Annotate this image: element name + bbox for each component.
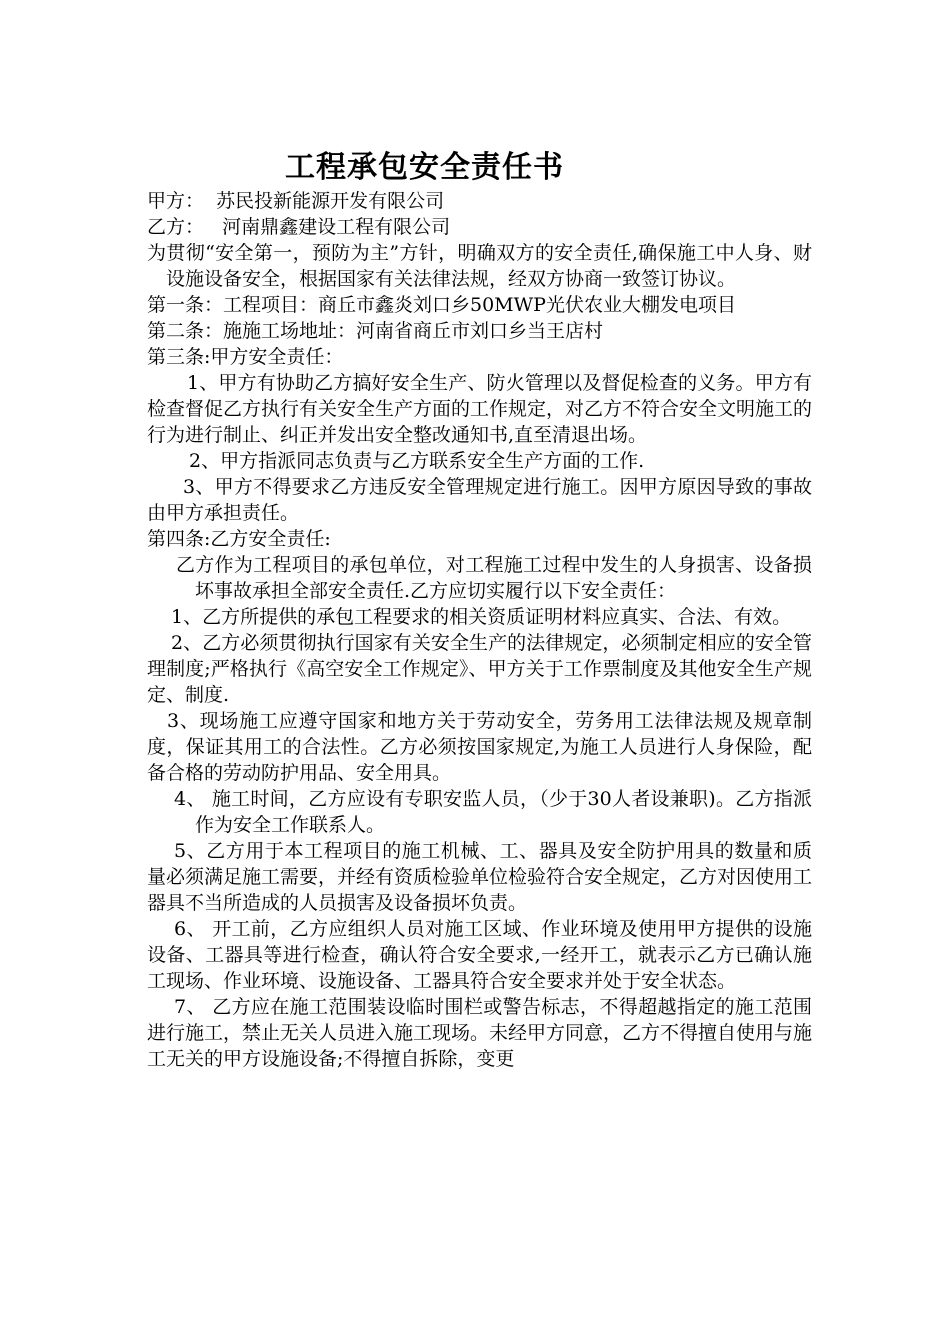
intro-paragraph: 为贯彻“安全第一，预防为主”方针，明确双方的安全责任,确保施工中人身、财设施设备安全，根据国家有关法律法规，经双方协商一致签订协议。 xyxy=(147,242,812,290)
article-4-item-2: 2、乙方必须贯彻执行国家有关安全生产的法律规定，必须制定相应的安全管理制度;严格执行《高空安全工作规定》、甲方关于工作票制度及其他安全生产规定、制度. xyxy=(147,632,812,706)
article-4-item-3: 3、现场施工应遵守国家和地方关于劳动安全，劳务用工法律法规及规章制度，保证其用工的合法性。乙方必须按国家规定,为施工人员进行人身保险，配备合格的劳动防护用品、安全用具。 xyxy=(147,710,812,784)
article-3-item-2: 2、甲方指派同志负责与乙方联系安全生产方面的工作. xyxy=(189,450,645,472)
article-4-heading: 第四条:乙方安全责任: xyxy=(147,528,331,550)
article-4-item-7: 7、 乙方应在施工范围装设临时围栏或警告标志，不得超越指定的施工范围进行施工，禁止无关人员进入施工现场。未经甲方同意，乙方不得擅自使用与施工无关的甲方设施设备;不得擅自拆除，变更 xyxy=(147,996,813,1070)
document-page xyxy=(147,148,812,1072)
article-3-item-1: 1、甲方有协助乙方搞好安全生产、防火管理以及督促检查的义务。甲方有检查督促乙方执行有关安全生产方面的工作规定，对乙方不符合安全文明施工的行为进行制止、纠正并发出安全整改通知书,直至清退出场。 xyxy=(147,372,813,446)
article-4-item-6: 6、 开工前，乙方应组织人员对施工区域、作业环境及使用甲方提供的设施设备、工器具等进行检查，确认符合安全要求,一经开工，就表示乙方已确认施工现场、作业环境、设施设备、工器具符合安全要求并处于安全状态。 xyxy=(147,918,812,992)
article-4-item-1: 1、乙方所提供的承包工程要求的相关资质证明材料应真实、合法、有效。 xyxy=(171,606,792,628)
article-4-item-5: 5、乙方用于本工程项目的施工机械、工、器具及安全防护用具的数量和质量必须满足施工需要，并经有资质检验单位检验符合安全规定，乙方对因使用工器具不当所造成的人员损害及设备损坏负责。 xyxy=(147,840,813,914)
article-2: 第二条：施施工场地址：河南省商丘市刘口乡当王店村 xyxy=(147,320,604,342)
party-a-line: 甲方： 苏民投新能源开发有限公司 xyxy=(147,190,445,212)
party-b-line: 乙方： 河南鼎鑫建设工程有限公司 xyxy=(147,216,451,238)
article-1: 第一条：工程项目：商丘市鑫炎刘口乡50MWP光伏农业大棚发电项目 xyxy=(147,294,736,316)
article-4-item-4: 4、 施工时间，乙方应设有专职安监人员，（少于30人者设兼职)。乙方指派作为安全工作联系人。 xyxy=(174,788,812,836)
article-4-intro: 乙方作为工程项目的承包单位，对工程施工过程中发生的人身损害、设备损坏事故承担全部安全责任.乙方应切实履行以下安全责任： xyxy=(176,554,812,602)
article-3-item-3: 3、甲方不得要求乙方违反安全管理规定进行施工。因甲方原因导致的事故由甲方承担责任。 xyxy=(147,476,812,524)
document-title: 工程承包安全责任书 xyxy=(285,150,564,185)
article-3-heading: 第三条:甲方安全责任： xyxy=(147,346,344,368)
